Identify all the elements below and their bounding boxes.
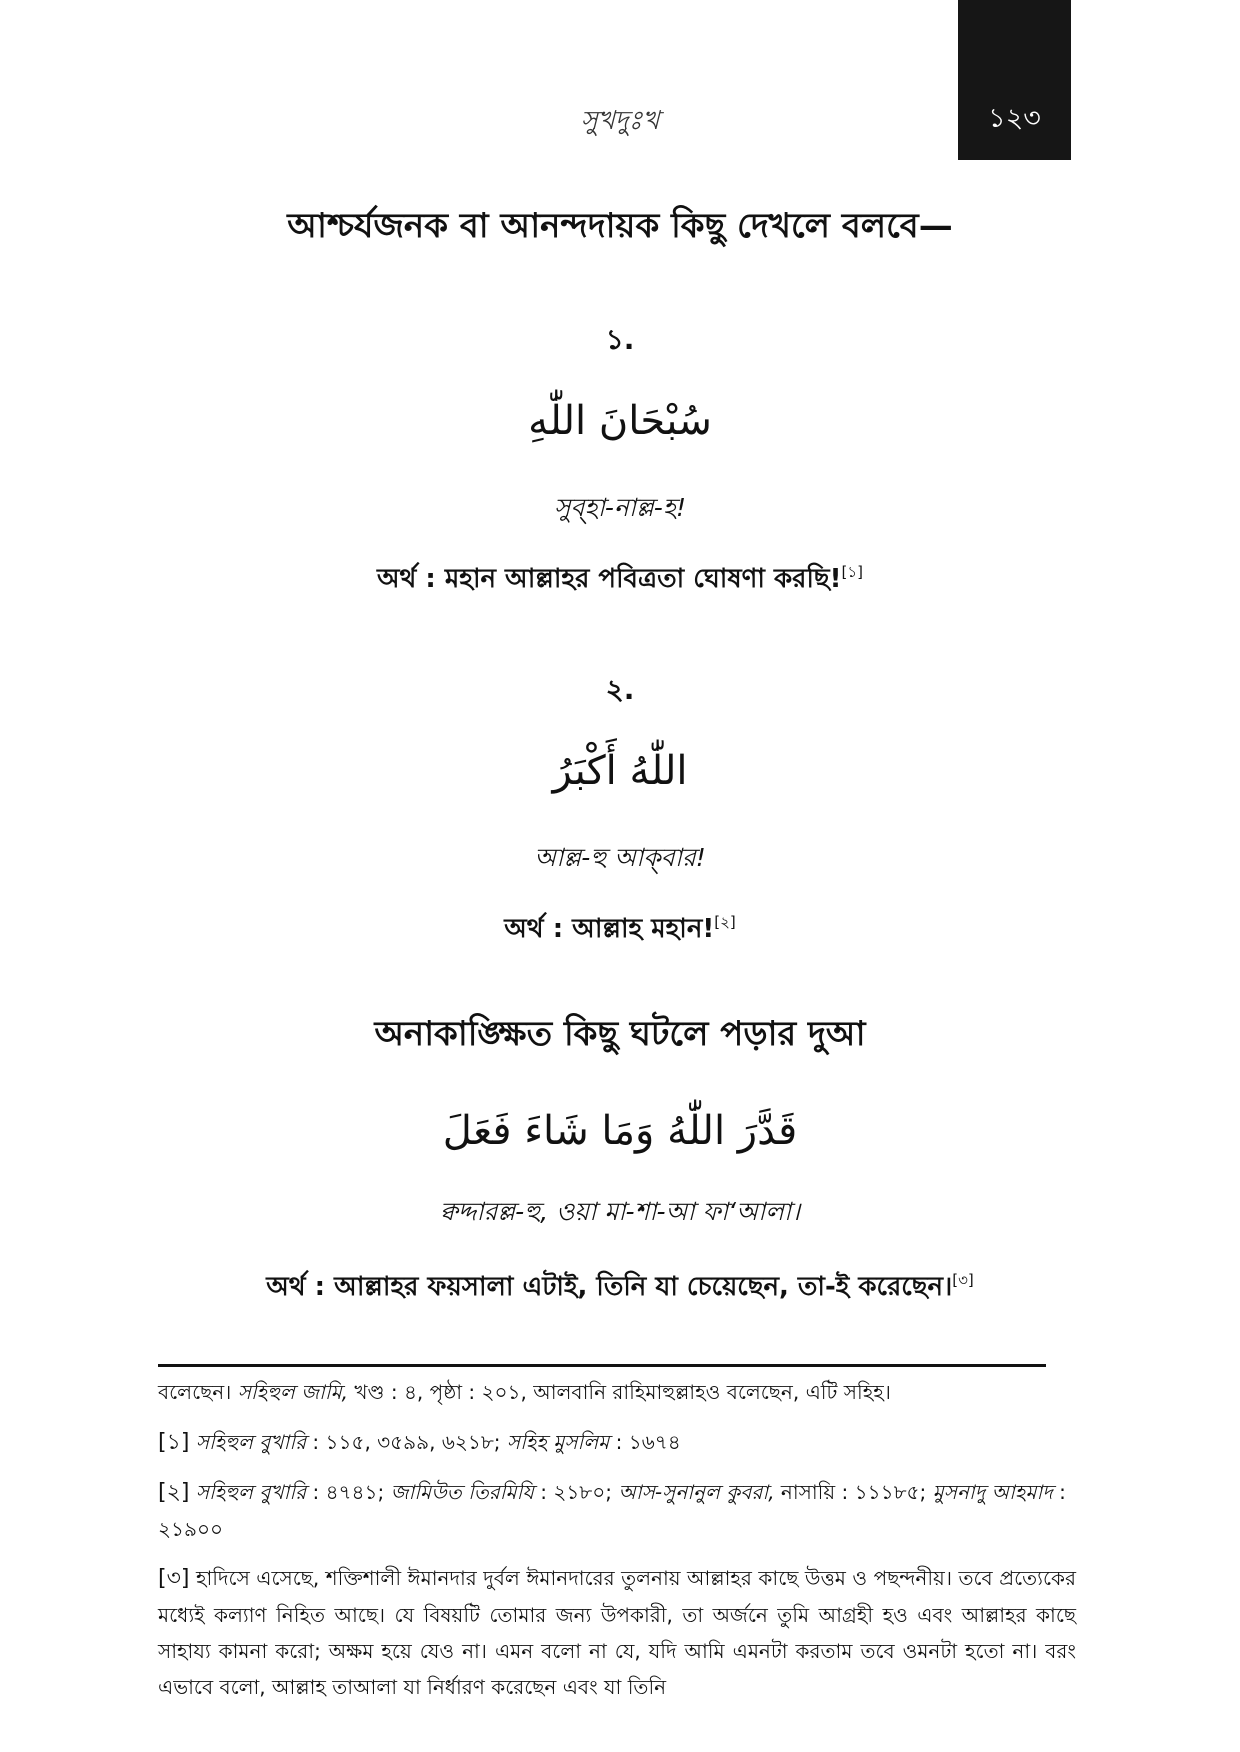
footnote-ref-2: [২] (714, 913, 736, 931)
footnote-1-source-a: সহিহুল বুখারি (195, 1430, 307, 1454)
meaning-3-text: অর্থ : আল্লাহর ফয়সালা এটাই, তিনি যা চেয়েছেন, তা-ই করেছেন। (266, 1272, 953, 1302)
footnote-carry-detail: খণ্ড : ৪, পৃষ্ঠা : ২০১, আলবানি রাহিমাহুল্লাহও বলেছেন, এটি সহিহ। (348, 1380, 891, 1404)
footnote-ref-3: [৩] (952, 1271, 974, 1289)
item-number-1: ১. (605, 323, 635, 356)
footnote-2-ref-a: : ৪৭৪১; (306, 1480, 391, 1504)
meaning-2 (0, 908, 1240, 952)
footnote-2-ref-b: : ২১৮০; (533, 1480, 619, 1504)
footnote-carryover (158, 1374, 1076, 1410)
transliteration-1: সুব্‌হা-নাল্ল-হ! (554, 493, 686, 522)
transliteration-2: আল্ল-হু আক্‌বার! (534, 843, 706, 872)
meaning-3 (0, 1266, 1240, 1310)
footnote-2-source-a: সহিহুল বুখারি (195, 1480, 307, 1504)
footnote-carry-source: সহিহুল জামি, (237, 1380, 349, 1404)
footnote-1-mark: [১] (158, 1430, 190, 1455)
footnote-ref-1: [১] (841, 563, 863, 581)
footnote-carry-text: বলেছেন। (158, 1380, 238, 1404)
footnote-3 (158, 1560, 1076, 1705)
arabic-text-3: قَدَّرَ اللّٰهُ وَمَا شَاءَ فَعَلَ (442, 1108, 798, 1154)
footnote-divider (158, 1364, 1046, 1367)
footnote-2 (158, 1474, 1076, 1547)
arabic-text-2: اللّٰهُ أَكْبَرُ (552, 748, 688, 794)
item-number-2: ২. (605, 673, 635, 706)
footnote-2-source-c: আস-সুনানুল কুবরা, (618, 1480, 775, 1504)
transliteration-3: ক্বদ্দারল্ল-হু, ওয়া মা-শা-আ ফা‘আলা। (439, 1197, 801, 1226)
footnote-1-source-b: সহিহ মুসলিম (506, 1430, 610, 1454)
footnote-3-text: হাদিসে এসেছে, শক্তিশালী ঈমানদার দুর্বল ঈমানদারের তুলনায় আল্লাহর কাছে উত্তম ও পছন্দনীয়। তবে প্রত্যেকের মধ্যেই কল্যাণ নিহিত আছে। যে বিষয়টি তোমার জন্য উপকারী, তা অর্জনে তুমি আগ্রহী হও এবং আল্লাহর কাছে সাহায্য কামনা করো; অক্ষম হয়ে যেও না। এমন বলো না যে, যদি আমি এমনটা করতাম তবে ওমনটা হতো না। বরং এভাবে বলো, আল্লাহ তাআলা যা নির্ধারণ করেছেন এবং যা তিনি (158, 1566, 1076, 1699)
footnote-2-ref-d: : ২১৯০০ (158, 1480, 1066, 1541)
footnote-1 (158, 1424, 1076, 1461)
footnote-2-ref-c: নাসায়ি : ১১১৮৫; (774, 1480, 933, 1504)
footnote-2-source-b: জামিউত তিরমিযি (390, 1480, 534, 1504)
page-number: ১২৩ (988, 103, 1041, 134)
meaning-2-text: অর্থ : আল্লাহ মহান! (504, 914, 715, 944)
footnote-1-ref-a: : ১১৫, ৩৫৯৯, ৬২১৮; (306, 1430, 507, 1454)
meaning-1-text: অর্থ : মহান আল্লাহর পবিত্রতা ঘোষণা করছি! (377, 564, 842, 594)
meaning-1 (0, 558, 1240, 602)
footnote-1-ref-b: : ১৬৭৪ (609, 1430, 681, 1454)
footnote-2-source-d: মুসনাদু আহমাদ (932, 1480, 1053, 1504)
section-heading-undesired: অনাকাঙ্ক্ষিত কিছু ঘটলে পড়ার দুআ (374, 1014, 866, 1054)
running-title: সুখদুঃখ (580, 106, 660, 136)
footnote-3-mark: [৩] (158, 1566, 190, 1591)
section-heading-wonder: আশ্চর্যজনক বা আনন্দদায়ক কিছু দেখলে বলবে— (287, 206, 953, 246)
page-number-tab (958, 0, 1071, 160)
footnote-2-mark: [২] (158, 1480, 190, 1505)
arabic-text-1: سُبْحَانَ اللّٰهِ (528, 398, 712, 444)
